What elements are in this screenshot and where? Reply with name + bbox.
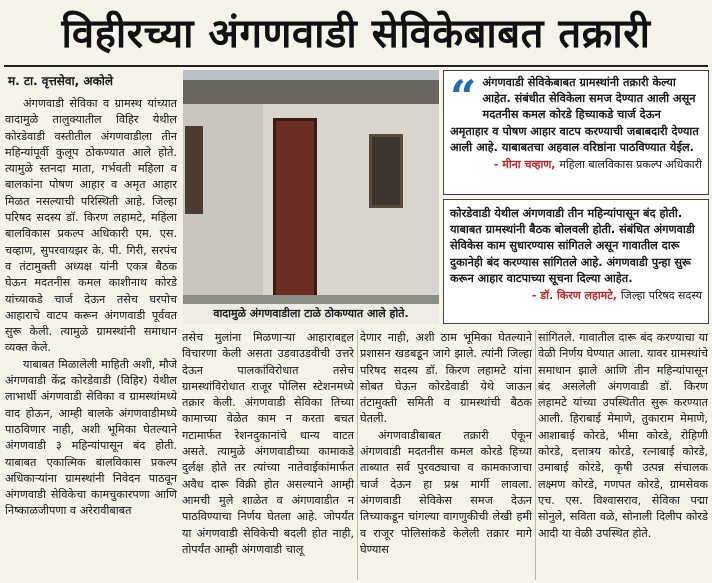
- quote-text: कोरडेवाडी येथील अंगणवाडी तीन महिन्यांपासून बंद होती. याबाबत ग्रामस्थांनी बैठक बोलवली होती. संबंधित अंगणवाडी सेविकेस काम सुधारण्यास सांगितले असून गावातील दारू दुकानेही बंद करण्यास सांगितले आहे. अंगणवाडी पुन्हा सुरू करून आहार वाटपाच्या सूचना दिल्या आहेत.: [450, 207, 695, 285]
- quote-attribution: [450, 288, 702, 304]
- anganwadi-photo: [183, 70, 439, 324]
- photo-window: [369, 134, 403, 208]
- quote-author: - डॉ. किरण लहामटे,: [531, 289, 617, 303]
- headline: विहीरच्या अंगणवाडी सेविकेबाबत तक्रारी: [61, 11, 651, 57]
- paragraph: अंगणवाडीबाबत तक्रारी ऐकून अंगणवाडी मदतनीस कमल कोरडे हिच्या ताब्यात सर्व पुरवठ्याचा व कामकाजाचा चार्ज देऊन हा प्रश्न मार्गी लावला. अंगणवाडी सेविकेस समज देऊन तिच्याकडून चांगल्या वागणुकीची लेखी हमी व राजूर पोलिसांकडे केलेली तक्रार मागे घेण्यास: [360, 428, 532, 556]
- column-divider: [357, 330, 358, 580]
- article-column-3: [360, 330, 532, 582]
- quote-mark-icon: “: [450, 70, 477, 124]
- article-column-4: [538, 330, 708, 582]
- paragraph: सांगितले. गावातील दारू बंद करण्याचा या वेळी निर्णय घेण्यात आला. यावर ग्रामस्थांचे समाधान झाले आणि तीन महिन्यांपासून बंद असलेली अंगणवाडी डॉ. किरण लहामटे यांच्या उपस्थितीत सुरू करण्यात आली. हिराबाई मेमाणे, तुकाराम मेमाणे, आशाबाई कोरडे, भीमा कोरडे, रोहिणी कोरडे, दत्तात्रय कोरडे, रत्नाबाई कोरडे, उमाबाई कोरडे, कृषी उत्पन्न संचालक लक्ष्मण कोरडे, गणपत कोरडे, ग्रामसेवक एच. एस. विश्वासराव, सेविका पद्मा सोनुले, सविता वळे, सोनाली दिलीप कोरडे आदी या वेळी उपस्थित होते.: [538, 331, 708, 540]
- quote-box-2: [443, 199, 709, 324]
- quote-author: - मीना चव्हाण,: [493, 158, 556, 172]
- photo-roof: [183, 80, 439, 104]
- paragraph: याबाबत मिळालेली माहिती अशी, मौजे अंगणवाडी केंद्र कोरडेवाडी (विहिर) येथील लाभार्थी अंगणवाडी सेविका व ग्रामस्थांमध्ये वाद होऊन, आम्ही बालके अंगणवाडीमध्ये पाठविणार नाही, अशी भूमिका घेतल्याने अंगणवाडी ३ महिन्यांपासून बंद होती. याबाबत एकात्मिक बालविकास प्रकल्प अधिकाऱ्यांना ग्रामस्थांनी निवेदन पाठवून अंगणवाडी सेविकेचा कामचुकारपणा आणि निष्काळजीपणा व अरेरावीबाबत: [5, 357, 177, 518]
- paragraph: तसेच मुलांना मिळणाऱ्या आहाराबद्दल विचारणा केली असता उडवाउडवीची उत्तरे देऊन पालकांविरोधात तसेच ग्रामस्थांविरोधात राजूर पोलिस स्टेशनमध्ये तक्रार केली. अंगणवाडी सेविका तिच्या कामाच्या वेळेत काम न करता बचत गटामार्फत रेशनदुकानांचे धान्य वाटत असते. त्यामुळे अंगणवाडीच्या कामाकडे दुर्लक्ष होते तर त्यांच्या नातेवाईकांमार्फत अवैध दारू विक्री होत असल्याने आम्ही आमची मुले शाळेत व अंगणवाडीत न पाठविण्याचा निर्णय घेतला आहे. जोपर्यंत या अंगणवाडी सेविकेची बदली होत नाही, तोपर्यंत आम्ही अंगणवाडी चालू: [182, 331, 354, 556]
- photo-window: [185, 126, 203, 214]
- quote-attribution: [450, 157, 702, 173]
- byline: म. टा. वृत्तसेवा, अकोले: [8, 74, 114, 88]
- quote-text: अंगणवाडी सेविकेबाबत ग्रामस्थांनी तक्रारी केल्या आहेत. संबंधीत सेविकेला समज देण्यात आली असून मदतनीस कमल कोरडे हिच्याकडे चार्ज देऊन अमृताहार व पोषण आहार वाटप करण्याची जबाबदारी देण्यात आली आहे. याबाबतचा अहवाल वरिष्ठांना पाठविण्यात येईल.: [450, 76, 699, 154]
- photo-caption: वादामुळे अंगणवाडीला टाळे ठोकण्यात आले होते.: [183, 304, 439, 324]
- column-divider: [535, 330, 536, 580]
- headline-divider: [4, 65, 708, 67]
- quote-author-role: जिल्हा परिषद सदस्य: [620, 289, 702, 303]
- quote-box-1: [443, 70, 709, 195]
- article-column-2: [182, 330, 354, 582]
- article-column-1: [5, 96, 177, 582]
- paragraph: देणार नाही, अशी ठाम भूमिका घेतल्याने प्रशासन खडबडून जागे झाले. त्यांनी जिल्हा परिषद सदस्य डॉ. किरण लहामटे यांना सोबत घेऊन कोरडेवाडी येथे जाऊन तंटामुक्ती समिती व ग्रामस्थांची बैठक घेतली.: [360, 331, 532, 426]
- paragraph: अंगणवाडी सेविका व ग्रामस्थ यांच्यात वादामुळे तालुक्यातील विहिर येथील कोरडेवाडी वस्तीतील अंगणवाडीला तीन महिन्यांपूर्वी कुलूप ठोकण्यात आले होते. त्यामुळे स्तनदा माता, गर्भवती महिला व बालकांना पोषण आहार व अमृत आहार मिळत नसल्याची परिस्थिती आहे. जिल्हा परिषद सदस्य डॉ. किरण लहामटे, महिला बालविकास प्रकल्प अधिकारी एम. एस. चव्हाण, सुपरवायझर के. पी. गिरी, सरपंच व तंटामुक्ती अध्यक्ष यांनी एकत्र बैठक घेऊन मदतनीस कमल काशीनाथ कोरडे यांच्याकडे चार्ज देऊन तसेच घरपोच आहाराचे वाटप करून अंगणवाडी पूर्ववत सुरू केली. त्यामुळे ग्रामस्थांनी समाधान व्यक्त केले.: [5, 97, 177, 355]
- photo-door: [273, 118, 317, 298]
- quote-author-role: महिला बालविकास प्रकल्प अधिकारी: [559, 158, 702, 172]
